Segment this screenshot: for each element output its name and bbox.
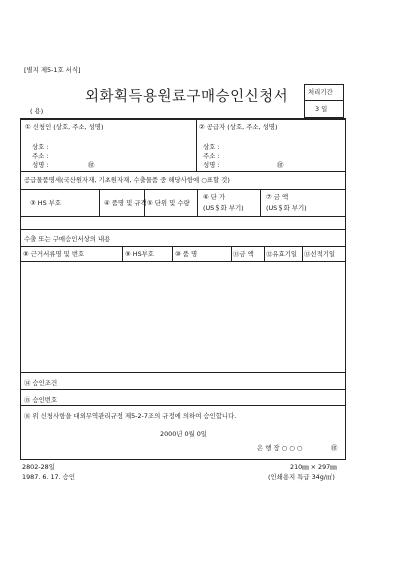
row-line [20, 261, 346, 262]
usage-subtitle: ( 용) [30, 107, 44, 115]
row-line [20, 189, 346, 190]
processing-period-value: 3 일 [315, 105, 328, 113]
column-line [122, 246, 123, 261]
col-hs-code: ③ HS 부호 [30, 199, 62, 207]
applicant-trade-name: 상호 : [32, 143, 49, 151]
applicant-seal-icon: ㊞ [88, 161, 95, 169]
column-line [231, 246, 232, 261]
row-line [20, 229, 346, 230]
col-unit-price: ⑥ 단 가 [203, 193, 226, 201]
column-line [172, 246, 173, 261]
party-divider [196, 119, 197, 171]
row-line [20, 405, 346, 406]
approval-number: ⑮ 승인번호 [24, 396, 58, 404]
column-line [302, 246, 303, 261]
row-line [20, 389, 346, 390]
supply-section-header: 공급물품명세(국산원자재, 기초원자재, 수출물품 중 해당사항에 ○표할 것) [24, 176, 230, 184]
export-section-header: 수출 또는 구매승인서상의 내용 [24, 235, 111, 243]
processing-period-label: 처리기간 [308, 88, 333, 96]
supplier-name: 성명 : [203, 161, 220, 169]
bank-seal-icon: ㊞ [331, 444, 338, 452]
form-reference: [별지 제5-1호 서식] [24, 66, 81, 74]
processing-divider [304, 100, 344, 101]
applicant-address: 주소 : [32, 152, 49, 160]
col-unit-price-usd: (US＄화 부기) [203, 204, 244, 212]
supplier-seal-icon: ㊞ [277, 161, 284, 169]
form-frame [20, 118, 346, 460]
column-line [99, 189, 100, 216]
paper-size: 210㎜ × 297㎜ [290, 463, 337, 471]
row-line [20, 372, 346, 373]
form-code: 2802-28일 [22, 463, 55, 471]
supplier-trade-name: 상호 : [203, 143, 220, 151]
row-line [20, 246, 346, 247]
row-line [20, 216, 346, 217]
col-amount-usd: (US＄화 부기) [266, 204, 307, 212]
supplier-header: ② 공급자 (상호, 주소, 성명) [199, 123, 278, 131]
form-title: 외화획득용원료구매승인신청서 [85, 89, 289, 105]
col-unit-qty: ⑤ 단위 및 수량 [147, 199, 190, 207]
column-line [264, 246, 265, 261]
col-item-name: ⑩ 품 명 [175, 250, 198, 258]
col-hs-code-2: ⑨ HS부호 [125, 250, 154, 258]
column-line [260, 189, 261, 216]
col-item-spec: ④ 품명 및 규격 [104, 199, 147, 207]
approval-conditions: ⑭ 승인조건 [24, 379, 58, 387]
col-amount: ⑦ 금 액 [266, 193, 289, 201]
col-valid-date: ⑫유효기일 [266, 250, 298, 258]
col-shipping-date: ⑬선적기일 [304, 250, 336, 258]
supplier-address: 주소 : [203, 152, 220, 160]
paper-spec: (인쇄용지 특급 34g/㎡) [268, 473, 335, 481]
column-line [197, 189, 198, 216]
form-approval-date: 1987. 6. 17. 승인 [22, 473, 75, 481]
col-amount-2: ⑪금 액 [233, 250, 254, 258]
col-basis-document: ⑧ 근거서류명 및 번호 [23, 250, 85, 258]
applicant-name: 성명 : [32, 161, 49, 169]
approval-date: 2000년 0월 0일 [160, 430, 207, 438]
approval-statement: ⑯ 위 신청사항을 대외무역관리규정 제5-2-7조의 규정에 의하여 승인합니다. [24, 412, 237, 420]
applicant-header: ① 신청인 (상호, 주소, 성명) [25, 123, 104, 131]
row-line [20, 171, 346, 172]
bank-head-label: 은 행 장 ○ ○ ○ [257, 444, 303, 452]
